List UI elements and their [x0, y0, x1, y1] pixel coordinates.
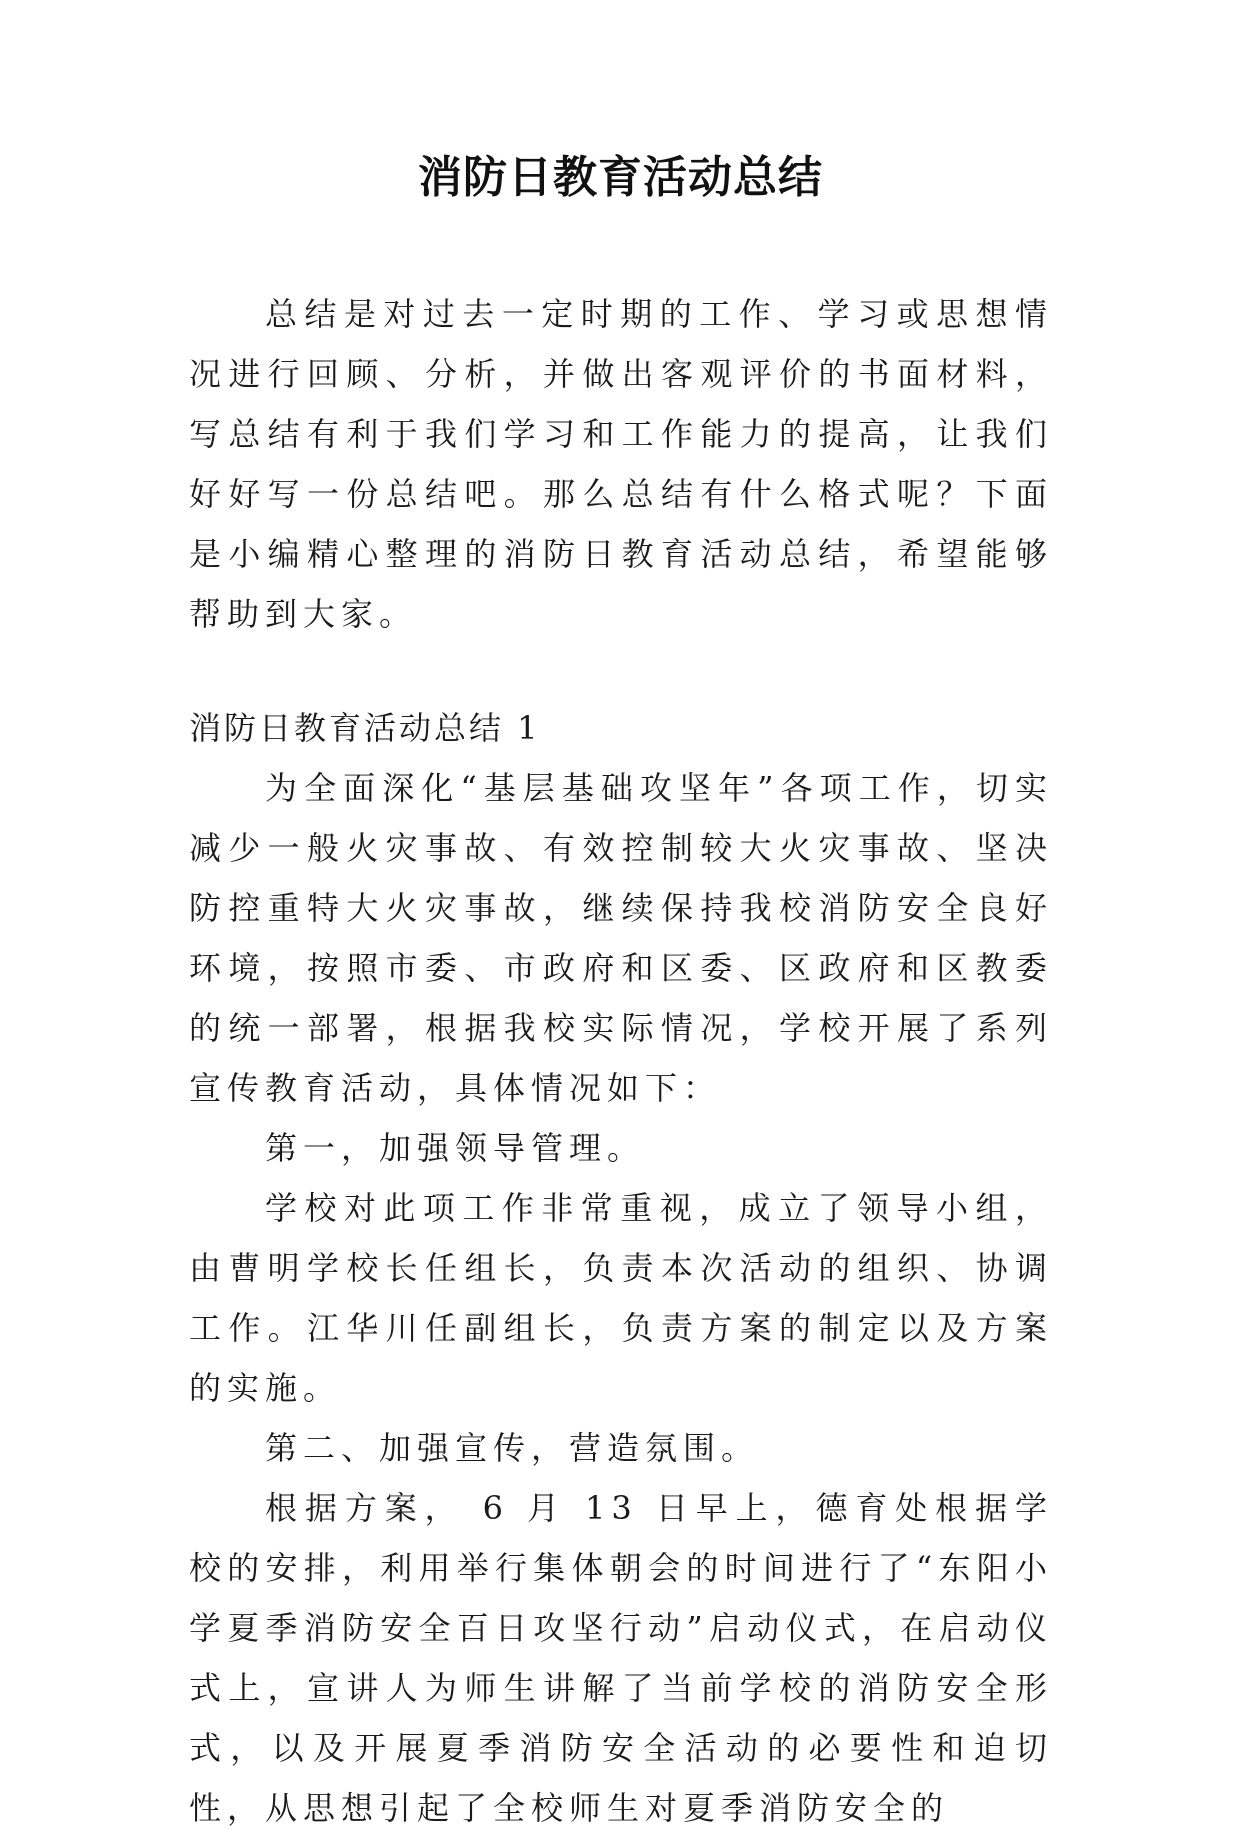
- paragraph-3: 学校对此项工作非常重视，成立了领导小组，由曹明学校长任组长，负责本次活动的组织、协调工作。江华川任副组长，负责方案的制定以及方案的实施。: [189, 1189, 1053, 1407]
- section-title: 消防日教育活动总结 1: [189, 709, 541, 747]
- paragraph-4: 第二、加强宣传，营造氛围。: [265, 1429, 760, 1467]
- paragraph-2: 第一，加强领导管理。: [265, 1129, 646, 1167]
- paragraph-1: 为全面深化“基层基础攻坚年”各项工作，切实减少一般火灾事故、有效控制较大火灾事故、坚决防控重特大火灾事故，继续保持我校消防安全良好环境，按照市委、市政府和区委、区政府和区教委的统一部署，根据我校实际情况，学校开展了系列宣传教育活动，具体情况如下：: [189, 769, 1053, 1107]
- intro-paragraph: 总结是对过去一定时期的工作、学习或思想情况进行回顾、分析，并做出客观评价的书面材料，写总结有利于我们学习和工作能力的提高，让我们好好写一份总结吧。那么总结有什么格式呢？下面是小编精心整理的消防日教育活动总结，希望能够帮助到大家。: [189, 295, 1053, 633]
- paragraph-5: 根据方案， 6 月 13 日早上，德育处根据学校的安排，利用举行集体朝会的时间进行了“东阳小学夏季消防安全百日攻坚行动”启动仪式，在启动仪式上，宣讲人为师生讲解了当前学校的消防安全形式，以及开展夏季消防安全活动的必要性和迫切性，从思想引起了全校师生对夏季消防安全的: [189, 1489, 1053, 1827]
- paragraph-gap: [189, 644, 1053, 698]
- document-title: 消防日教育活动总结: [418, 152, 823, 203]
- document-body: [189, 284, 1053, 1838]
